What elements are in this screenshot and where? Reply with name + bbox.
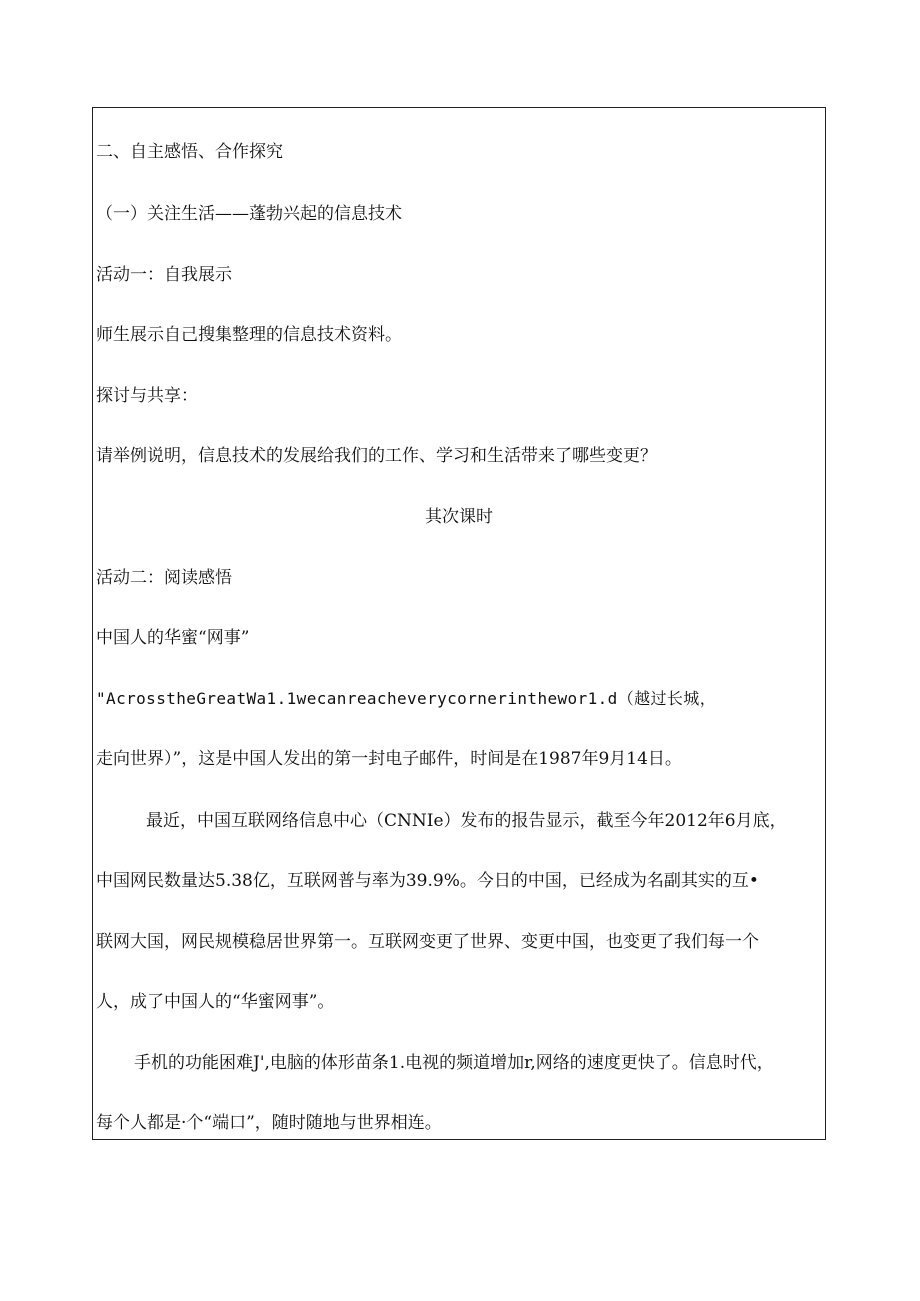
email-quote-line-1: "AcrosstheGreatWa1.1wecanreacheverycornerinthewor1.d（越过长城， [96,689,717,708]
section-title: 二、自主感悟、合作探究 [96,142,283,162]
activity-one-heading: 活动一：自我展示 [96,265,232,285]
lesson-heading: 其次课时 [425,507,493,527]
paragraph-1-line-3: 联网大国，网民规模稳居世界第一。互联网变更了世界、变更中国，也变更了我们每一个 [96,932,759,952]
email-quote-line-2: 走向世界）”，这是中国人发出的第一封电子邮件，时间是在1987年9月14日。 [96,749,682,769]
document-frame [92,107,826,1140]
paragraph-2-line-1: 手机的功能困难J',电脑的体形苗条1.电视的频道增加r,网络的速度更快了。信息时代， [134,1053,774,1073]
article-title: 中国人的华蜜“网事” [96,628,250,648]
activity-two-heading: 活动二：阅读感悟 [96,568,232,588]
subsection-title: （一）关注生活——蓬勃兴起的信息技术 [96,204,402,224]
paragraph-1-line-4: 人，成了中国人的“华蜜网事”。 [96,992,335,1012]
paragraph-1-line-1: 最近，中国互联网络信息中心（CNNIe）发布的报告显示，截至今年2012年6月底， [146,811,787,831]
discuss-label: 探讨与共享： [96,386,198,406]
paragraph-1-line-2: 中国网民数量达5.38亿，互联网普与率为39.9%。今日的中国，已经成为名副其实的互• [96,871,759,891]
discuss-question: 请举例说明，信息技术的发展给我们的工作、学习和生活带来了哪些变更？ [96,446,657,466]
paragraph-2-line-2: 每个人都是·个“端口”，随时随地与世界相连。 [96,1113,442,1133]
activity-one-description: 师生展示自己搜集整理的信息技术资料。 [96,325,402,345]
